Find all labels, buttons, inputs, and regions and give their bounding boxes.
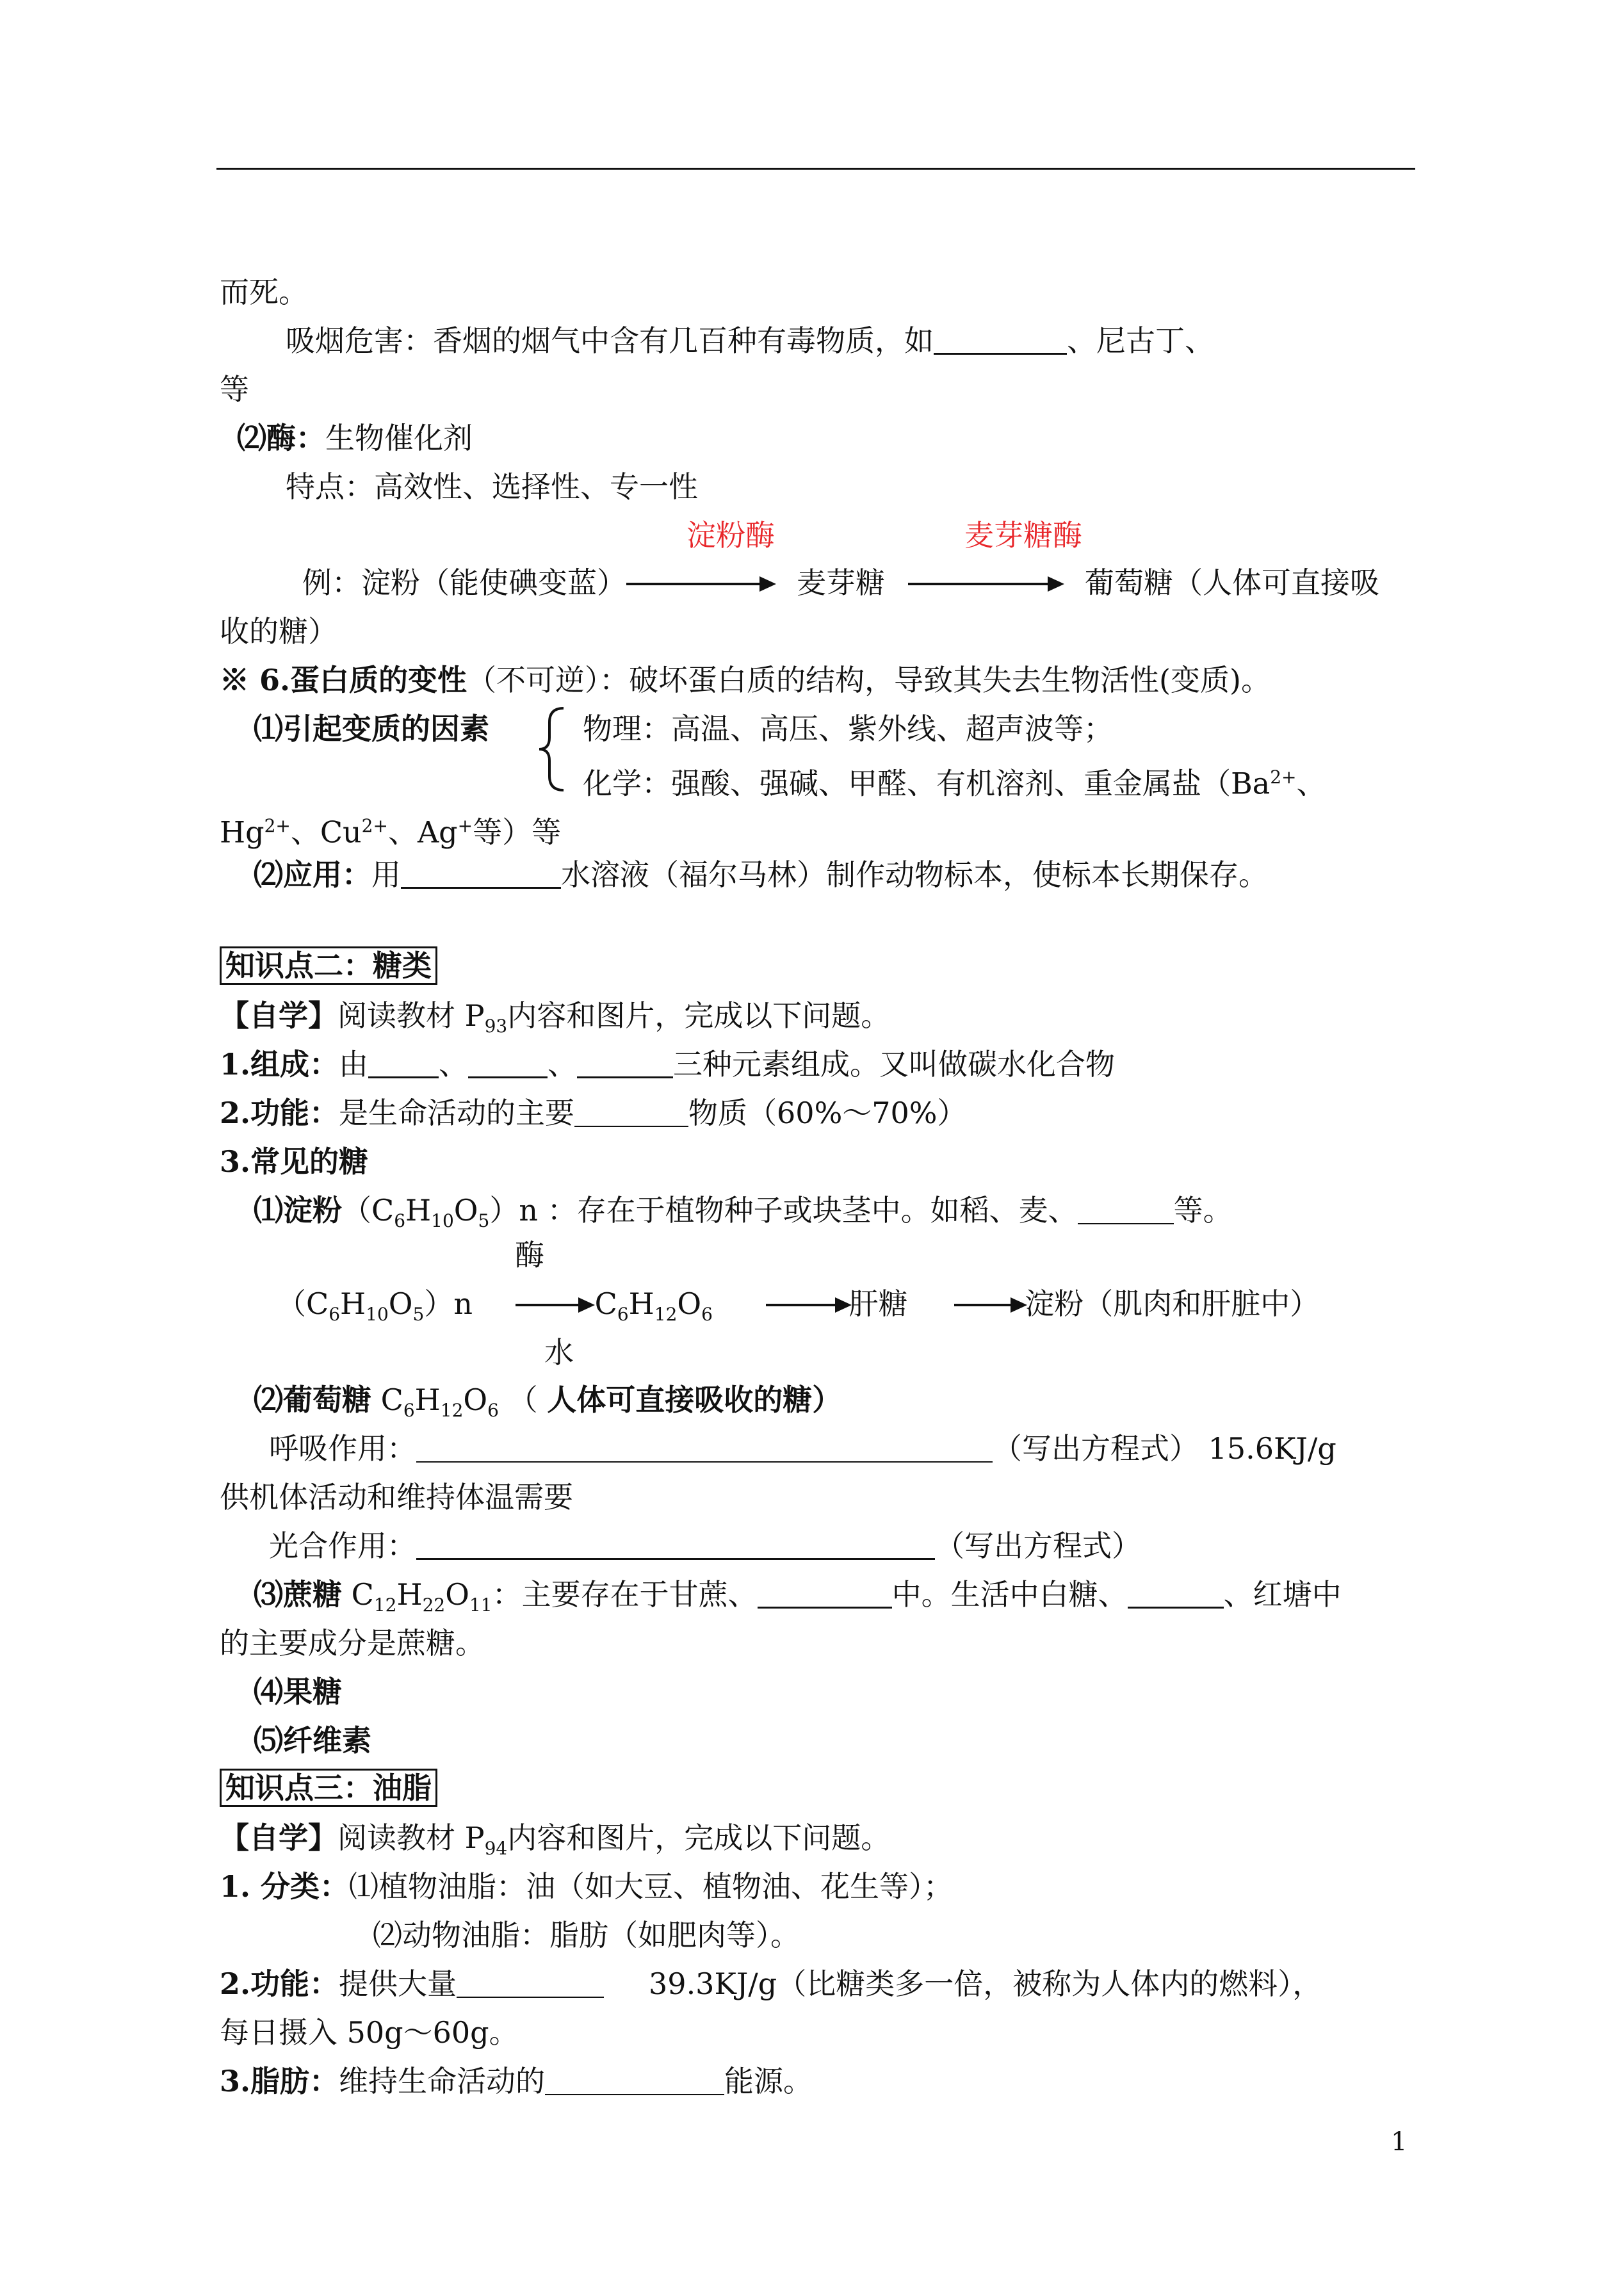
answer-blank[interactable] bbox=[1128, 1578, 1224, 1609]
condition-label: 水 bbox=[544, 1335, 574, 1370]
text-line: 【自学】阅读教材 $P_{93}$内容和图片，完成以下问题。 bbox=[220, 998, 891, 1037]
text-line: ※ 6.蛋白质的变性（不可逆）：破坏蛋白质的结构，导致其失去生物活性(变质)。 bbox=[220, 663, 1271, 697]
answer-blank[interactable] bbox=[416, 1433, 993, 1463]
text-line: ⑶蔗糖 $C_{12}H_{22}O_{11}$：主要存在于甘蔗、 中。生活中白糖、 、红塘中 bbox=[254, 1577, 1342, 1616]
answer-blank[interactable] bbox=[368, 1048, 439, 1078]
text-line: 收的糖） bbox=[220, 614, 337, 649]
text-line: 1. 分类：⑴植物油脂：油（如大豆、植物油、花生等）； bbox=[220, 1869, 954, 1904]
arrow-icon bbox=[766, 1304, 849, 1306]
enzyme-label: 淀粉酶 bbox=[686, 518, 775, 553]
text-line: 【自学】阅读教材 $P_{94}$内容和图片，完成以下问题。 bbox=[220, 1821, 891, 1860]
arrow-icon bbox=[908, 583, 1062, 585]
answer-blank[interactable] bbox=[457, 1968, 604, 1998]
text-line: 3.常见的糖 bbox=[220, 1144, 369, 1179]
text-line: 2.功能：是生命活动的主要 物质（60%～70%） bbox=[220, 1096, 967, 1130]
text-line: ⑸纤维素 bbox=[254, 1723, 371, 1758]
text-line: ⑵葡萄糖 $C_6H_{12}O_6$ （ 人体可直接吸收的糖） bbox=[254, 1383, 842, 1422]
text-line: 1.组成：由 、 、 三种元素组成。又叫做碳水化合物 bbox=[220, 1047, 1116, 1082]
text-line: 2.功能：提供大量 39.3KJ/g（比糖类多一倍，被称为人体内的燃料）， bbox=[220, 1967, 1322, 2001]
answer-blank[interactable] bbox=[577, 1048, 673, 1078]
text-line: 每日摄入 50g～60g。 bbox=[220, 2015, 519, 2050]
reaction-line: $(C_6H_{10}O_5)n$ $C_6H_{12}O_6$ 肝糖 淀粉（肌肉和肝脏中） bbox=[277, 1286, 1320, 1326]
text-line: ⑵动物油脂：脂肪（如肥肉等）。 bbox=[373, 1918, 800, 1952]
arrow-icon bbox=[954, 1304, 1025, 1306]
answer-blank[interactable] bbox=[401, 859, 561, 889]
answer-blank[interactable] bbox=[468, 1048, 548, 1078]
answer-blank[interactable] bbox=[934, 325, 1067, 355]
text-line: 而死。 bbox=[220, 275, 308, 309]
text-line: 吸烟危害：香烟的烟气中含有几百种有毒物质，如 、尼古丁、 bbox=[286, 323, 1214, 358]
answer-blank[interactable] bbox=[758, 1578, 892, 1609]
answer-blank[interactable] bbox=[1078, 1195, 1174, 1224]
text-line: 物理：高温、高压、紫外线、超声波等； bbox=[583, 711, 1113, 746]
reaction-line: 例：淀粉（能使碘变蓝） 麦芽糖 葡萄糖（人体可直接吸 bbox=[302, 565, 1379, 600]
answer-blank[interactable] bbox=[574, 1098, 688, 1127]
text-line: 供机体活动和维持体温需要 bbox=[220, 1480, 573, 1514]
text-line: 光合作用： （写出方程式） bbox=[269, 1529, 1141, 1563]
text-line: 等 bbox=[220, 372, 249, 407]
arrow-icon bbox=[516, 1304, 592, 1306]
text-line: ⑴引起变质的因素 bbox=[254, 711, 489, 746]
text-line: 3.脂肪：维持生命活动的 能源。 bbox=[220, 2064, 813, 2098]
answer-blank[interactable] bbox=[545, 2066, 724, 2095]
arrow-icon bbox=[626, 583, 774, 585]
text-line: 化学：强酸、强碱、甲醛、有机溶剂、重金属盐（$Ba^{2+}$、 bbox=[583, 766, 1326, 801]
text-line: 的主要成分是蔗糖。 bbox=[220, 1626, 485, 1660]
text-line: ⑵应用：用 水溶液（福尔马林）制作动物标本，使标本长期保存。 bbox=[254, 857, 1268, 892]
answer-blank[interactable] bbox=[416, 1530, 935, 1560]
text-line: $Hg^{2+}$、$Cu^{2+}$、Ag+等）等 bbox=[220, 815, 562, 850]
text-line: 呼吸作用： （写出方程式） 15.6KJ/g bbox=[269, 1431, 1336, 1466]
header-rule bbox=[216, 168, 1415, 170]
page-number: 1 bbox=[1391, 2127, 1408, 2157]
section-heading: 知识点二：糖类 bbox=[220, 946, 437, 985]
brace-icon bbox=[535, 704, 567, 794]
text-line: ⑴淀粉$(C_6H_{10}O_5)n$ ：存在于植物种子或块茎中。如稻、麦、 等。 bbox=[254, 1193, 1233, 1232]
text-line: 特点：高效性、选择性、专一性 bbox=[286, 469, 698, 504]
section-heading: 知识点三：油脂 bbox=[220, 1769, 437, 1807]
text-line: ⑷果糖 bbox=[254, 1675, 342, 1709]
condition-label: 酶 bbox=[515, 1238, 544, 1272]
text-line: ⑵酶：生物催化剂 bbox=[237, 421, 473, 455]
enzyme-label: 麦芽糖酶 bbox=[964, 518, 1082, 553]
